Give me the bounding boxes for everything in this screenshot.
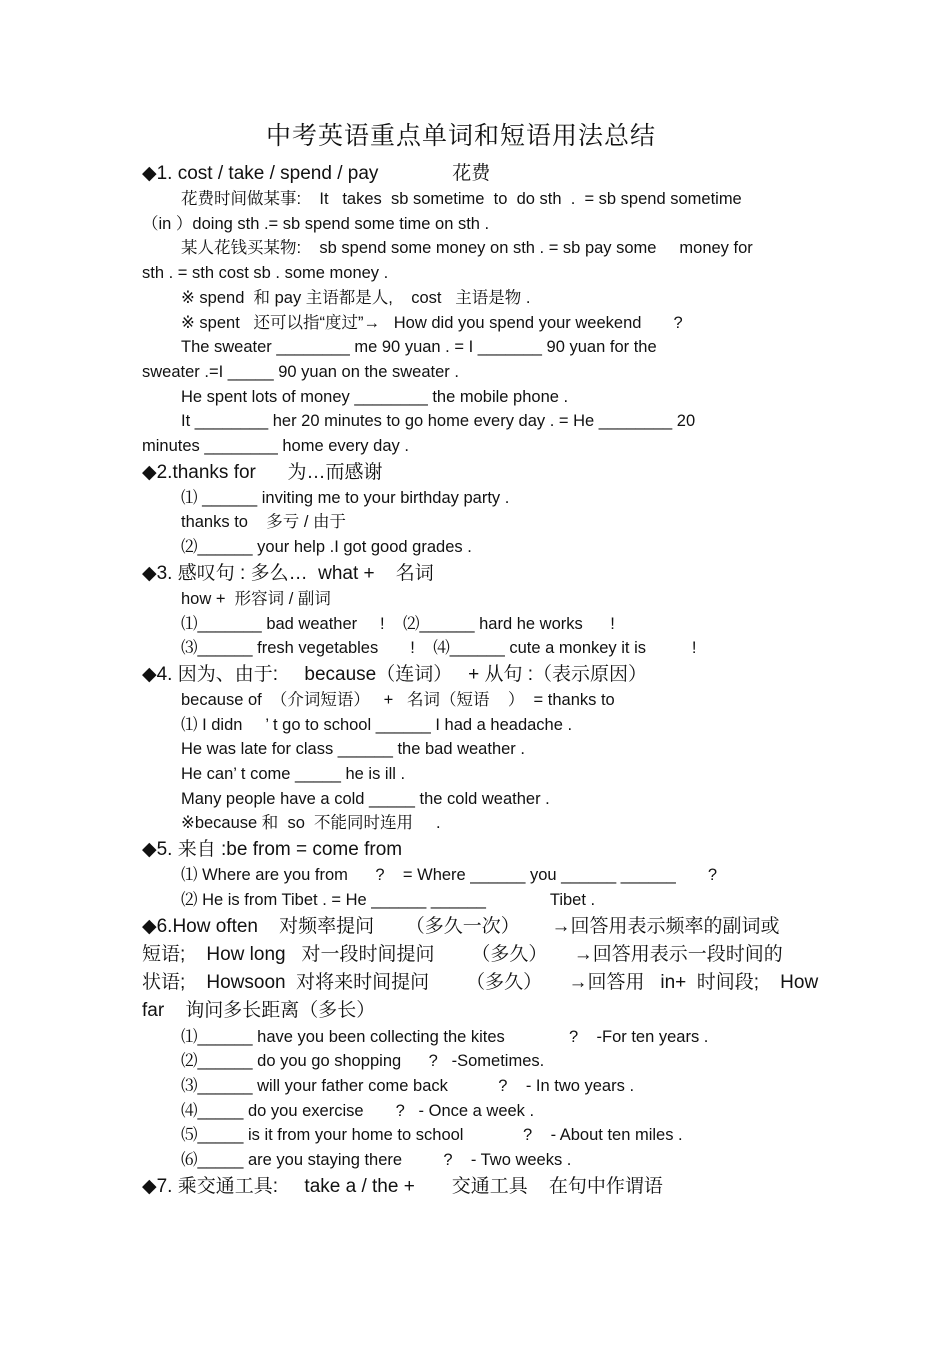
content-line-continued: minutes ________ home every day . — [142, 437, 409, 456]
content-line: Many people have a cold _____ the cold weather . — [181, 789, 550, 808]
content-line: because of （介词短语） + 名词（短语 ） = thanks to — [181, 690, 615, 709]
section-heading-continued: 状语; Howsoon 对将来时间提问 （多久） →回答用 in+ 时间段; How — [142, 971, 819, 993]
content-line-continued: sweater .=I _____ 90 yuan on the sweater . — [142, 362, 459, 381]
content-line: ⑷_____ do you exercise ? - Once a week . — [181, 1101, 535, 1120]
document-body — [142, 160, 819, 1200]
content-line: He was late for class ______ the bad weather . — [181, 740, 525, 759]
content-line: ※because 和 so 不能同时连用 . — [181, 814, 441, 833]
section-heading-continued: 短语; How long 对一段时间提问 （多久） →回答用表示一段时间的 — [142, 943, 783, 965]
section-heading: ◆3. 感叹句 : 多么… what + 名词 — [142, 562, 434, 584]
section-heading: ◆1. cost / take / spend / pay 花费 — [142, 163, 491, 184]
content-line: It ________ her 20 minutes to go home every day . = He ________ 20 — [181, 412, 696, 431]
content-line: thanks to 多亏 / 由于 — [181, 513, 347, 532]
content-line: ⑹_____ are you staying there ? - Two weeks . — [181, 1151, 572, 1170]
content-line: ⑵______ your help .I got good grades . — [181, 538, 472, 557]
content-line: 某人花钱买某物: sb spend some money on sth . = sb pay some money for — [181, 239, 753, 258]
content-line: ⑴ Where are you from ? = Where ______ you ______ ______ ? — [181, 866, 718, 885]
section-heading: ◆7. 乘交通工具: take a / the + 交通工具 在句中作谓语 — [142, 1175, 663, 1197]
content-line-continued: （in ）doing sth .= sb spend some time on sth . — [142, 214, 490, 233]
content-line: ⑸_____ is it from your home to school ? - About ten miles . — [181, 1126, 683, 1145]
section-heading: ◆4. 因为、由于: because（连词） + 从句 :（表示原因） — [142, 663, 648, 685]
section-heading: ◆2.thanks for 为…而感谢 — [142, 461, 383, 483]
content-line: ⑵______ do you go shopping ? -Sometimes. — [181, 1052, 545, 1071]
content-line-continued: sth . = sth cost sb . some money . — [142, 264, 389, 283]
content-line: 花费时间做某事: It takes sb sometime to do sth . = sb spend sometime — [181, 190, 742, 208]
content-line: ⑴______ have you been collecting the kites ? -For ten years . — [181, 1027, 709, 1046]
content-line: ⑶______ fresh vegetables ! ⑷______ cute a monkey it is ! — [181, 639, 697, 658]
content-line: ⑴ ______ inviting me to your birthday party . — [181, 488, 510, 507]
content-line: ⑴_______ bad weather ! ⑵______ hard he works ! — [181, 614, 615, 633]
page-title: 中考英语重点单词和短语用法总结 — [265, 121, 656, 150]
section-heading: ◆5. 来自 :be from = come from — [142, 839, 403, 861]
content-line: ※ spend 和 pay 主语都是人, cost 主语是物 . — [181, 288, 531, 307]
content-line: ※ spent 还可以指“度过”→ How did you spend your weekend ? — [181, 313, 683, 332]
section-heading-continued: ◆6.How often 对频率提问 （多久一次） →回答用表示频率的副词或 — [142, 915, 780, 937]
content-line: how + 形容词 / 副词 — [181, 589, 331, 608]
content-line: ⑶______ will your father come back ? - In two years . — [181, 1076, 635, 1095]
content-line: The sweater ________ me 90 yuan . = I _______ 90 yuan for the — [181, 338, 657, 357]
content-line: ⑴ I didn ’ t go to school ______ I had a headache . — [181, 715, 573, 734]
section-heading-continued: far 询问多长距离（多长） — [142, 999, 376, 1021]
content-line: ⑵ He is from Tibet . = He ______ ______ Tibet . — [181, 890, 596, 909]
content-line: He can’ t come _____ he is ill . — [181, 765, 406, 784]
content-line: He spent lots of money ________ the mobile phone . — [181, 387, 569, 406]
